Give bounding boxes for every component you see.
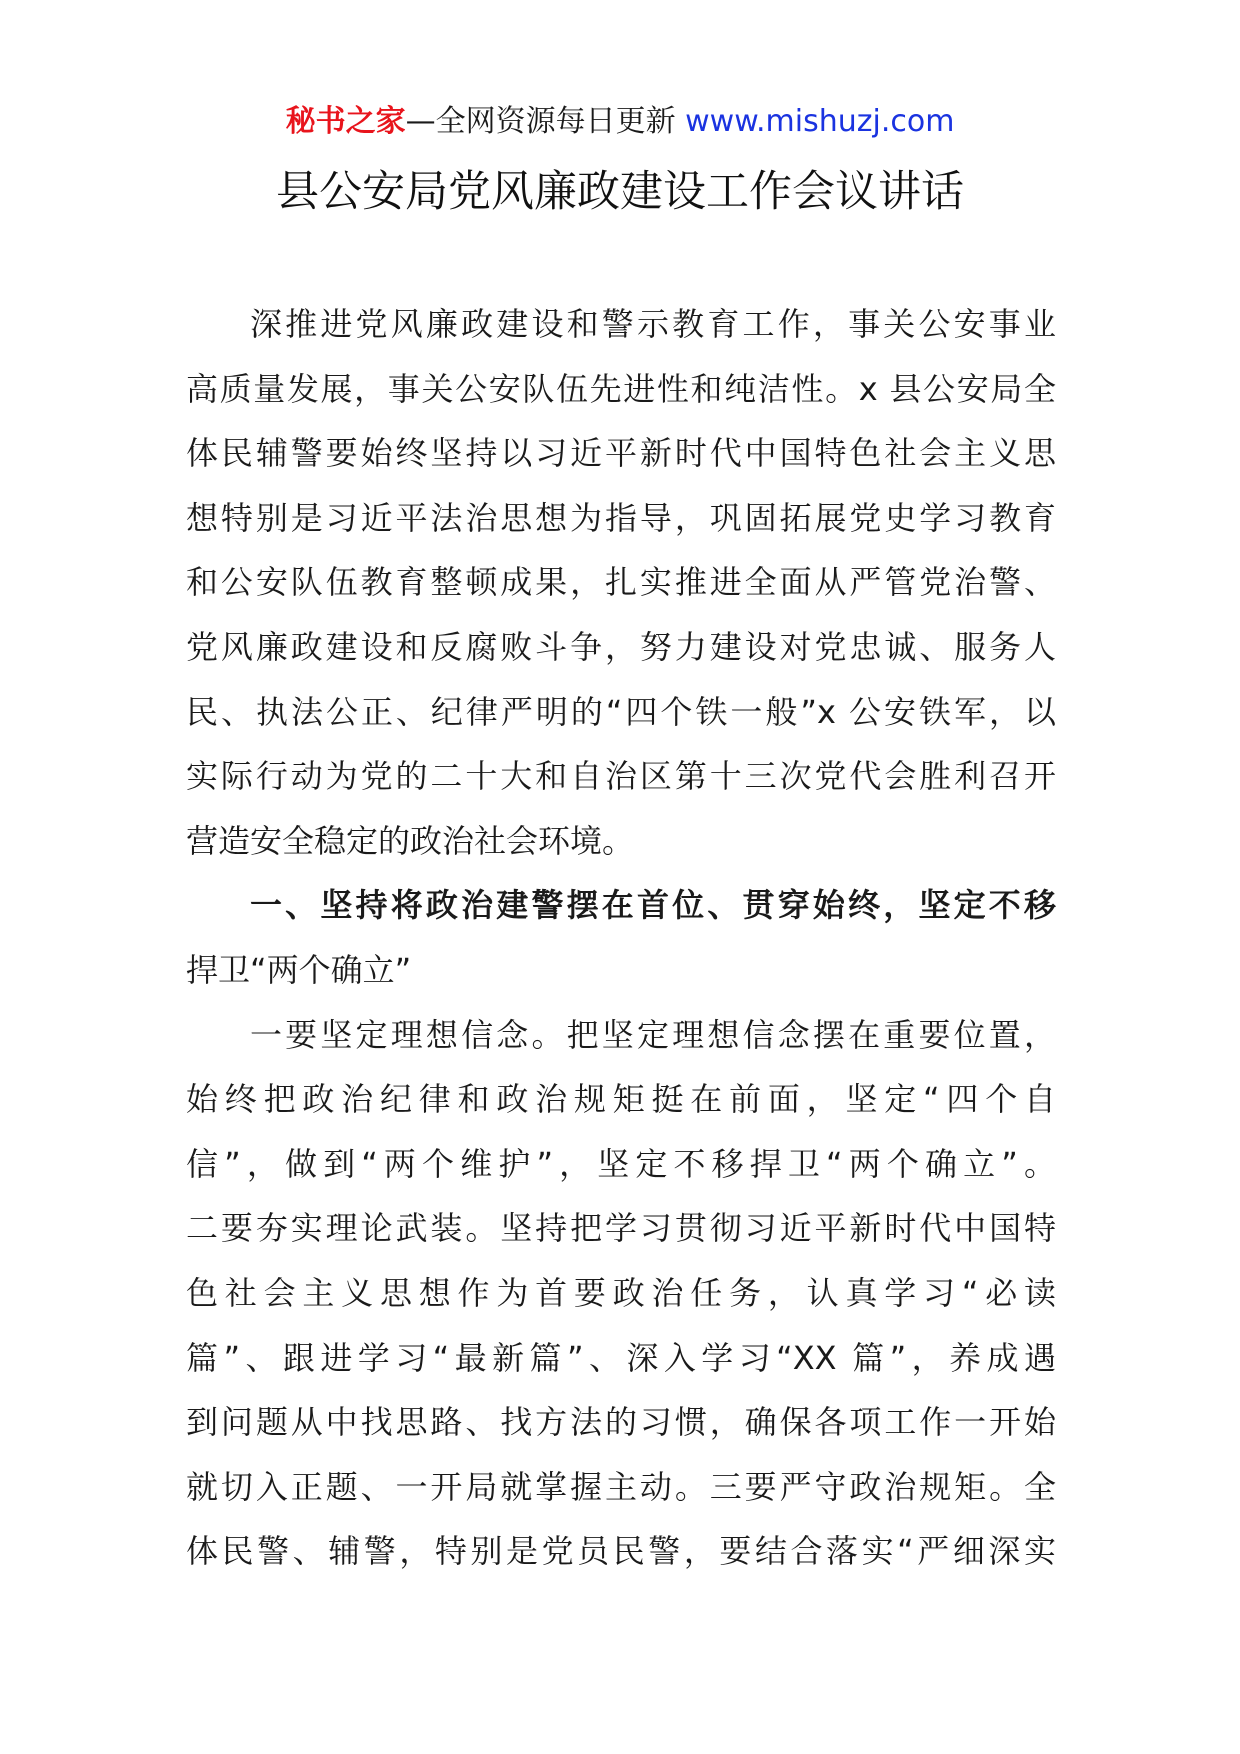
body-line: 想特别是习近平法治思想为指导，巩固拓展党史学习教育 bbox=[186, 498, 1056, 537]
body-line: 和公安队伍教育整顿成果，扎实推进全面从严管党治警、 bbox=[186, 563, 1056, 602]
section-heading: 一、坚持将政治建警摆在首位、贯穿始终，坚定不移 bbox=[250, 886, 1056, 925]
body-line: 到问题从中找思路、找方法的习惯，确保各项工作一开始 bbox=[186, 1403, 1056, 1442]
body-line: 营造安全稳定的政治社会环境。 bbox=[186, 821, 635, 860]
body-line: 篇”、跟进学习“最新篇”、深入学习“XX 篇”，养成遇 bbox=[186, 1338, 1056, 1377]
body-line: 民、执法公正、纪律严明的“四个铁一般”x 公安铁军，以 bbox=[186, 692, 1056, 731]
body-line: 体民辅警要始终坚持以习近平新时代中国特色社会主义思 bbox=[186, 434, 1056, 473]
document-title: 县公安局党风廉政建设工作会议讲话 bbox=[276, 167, 964, 217]
body-line: 始终把政治纪律和政治规矩挺在前面，坚定“四个自 bbox=[186, 1080, 1056, 1119]
body-line: 深推进党风廉政建设和警示教育工作，事关公安事业 bbox=[250, 305, 1056, 343]
body-line: 信”，做到“两个维护”，坚定不移捍卫“两个确立”。 bbox=[186, 1144, 1056, 1183]
section-heading-continued: 捍卫“两个确立” bbox=[186, 950, 412, 989]
brand-name: 秘书之家 bbox=[285, 104, 406, 139]
header-tagline: —全网资源每日更新 bbox=[405, 104, 676, 139]
body-line: 体民警、辅警，特别是党员民警，要结合落实“严细深实 bbox=[186, 1532, 1056, 1571]
body-line: 党风廉政建设和反腐败斗争，努力建设对党忠诚、服务人 bbox=[186, 627, 1056, 666]
document-body bbox=[186, 292, 1056, 1584]
site-link[interactable]: www.mishuzj.com bbox=[685, 104, 955, 139]
body-line: 一要坚定理想信念。把坚定理想信念摆在重要位置， bbox=[250, 1015, 1056, 1054]
watermark-header bbox=[0, 100, 1240, 144]
body-line: 色社会主义思想作为首要政治任务，认真学习“必读 bbox=[186, 1273, 1056, 1312]
body-line: 高质量发展，事关公安队伍先进性和纯洁性。x 县公安局全 bbox=[186, 369, 1056, 408]
body-line: 二要夯实理论武装。坚持把学习贯彻习近平新时代中国特 bbox=[186, 1209, 1056, 1248]
body-line: 就切入正题、一开局就掌握主动。三要严守政治规矩。全 bbox=[186, 1467, 1056, 1506]
body-line: 实际行动为党的二十大和自治区第十三次党代会胜利召开 bbox=[186, 757, 1056, 796]
